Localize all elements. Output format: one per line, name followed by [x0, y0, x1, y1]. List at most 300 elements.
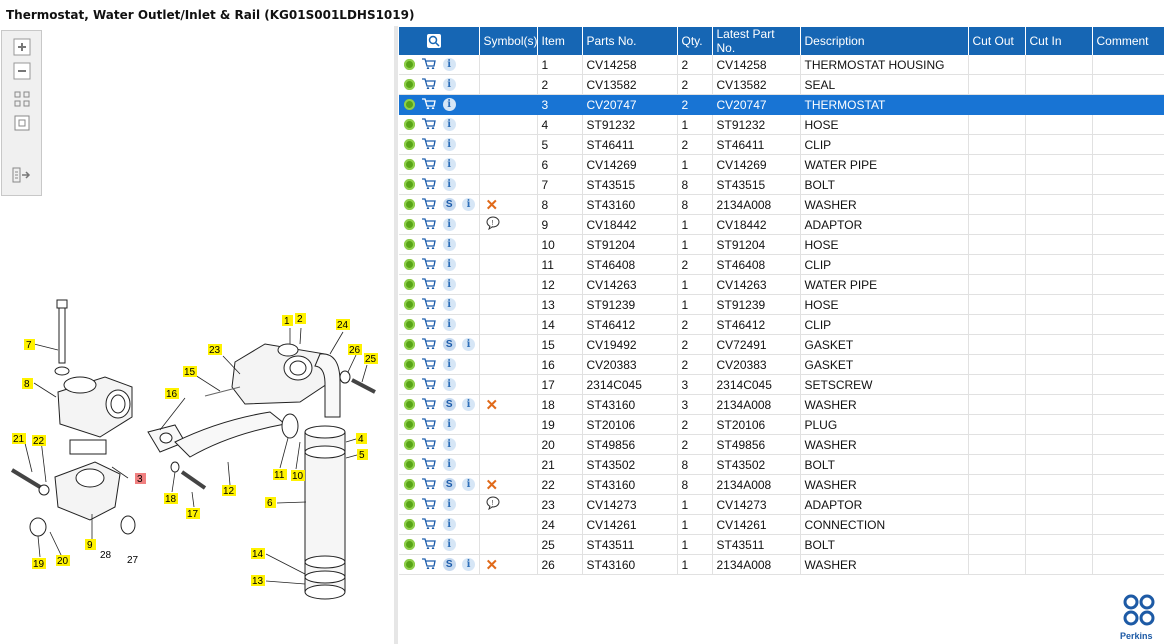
callout-16[interactable] [165, 388, 179, 400]
cell-symbols [479, 155, 537, 175]
shopping-cart-icon[interactable] [421, 178, 436, 192]
cell-cut-in [1025, 215, 1092, 235]
settings-gear-icon[interactable] [404, 399, 415, 410]
table-row[interactable] [399, 155, 1164, 175]
info-icon[interactable]: i [443, 318, 456, 331]
shopping-cart-icon[interactable] [421, 398, 436, 412]
shopping-cart-icon[interactable] [421, 298, 436, 312]
svg-text:18: 18 [165, 494, 177, 505]
cell-comment [1092, 235, 1164, 255]
supersession-icon[interactable]: S [443, 558, 456, 571]
svg-text:10: 10 [292, 471, 304, 482]
svg-text:26: 26 [349, 345, 361, 356]
callout-26[interactable] [348, 344, 362, 356]
info-icon[interactable]: i [443, 298, 456, 311]
cell-qty: 3 [677, 395, 712, 415]
callout-28 [100, 550, 112, 561]
settings-gear-icon[interactable] [404, 459, 415, 470]
cell-cut-in [1025, 515, 1092, 535]
cell-description: GASKET [800, 335, 968, 355]
cell-parts-no: CV13582 [582, 75, 677, 95]
cell-cut-out [968, 555, 1025, 575]
row-actions [399, 355, 479, 375]
shopping-cart-icon[interactable] [421, 338, 436, 352]
info-icon[interactable]: i [443, 238, 456, 251]
row-actions [399, 515, 479, 535]
cell-description: WASHER [800, 475, 968, 495]
cell-item: 8 [537, 195, 582, 215]
table-row[interactable] [399, 455, 1164, 475]
cell-comment [1092, 475, 1164, 495]
cell-cut-in [1025, 115, 1092, 135]
cell-latest-part-no: ST91204 [712, 235, 800, 255]
info-icon[interactable]: i [443, 498, 456, 511]
cell-comment [1092, 315, 1164, 335]
info-icon[interactable]: i [443, 58, 456, 71]
cell-cut-out [968, 535, 1025, 555]
table-row[interactable] [399, 135, 1164, 155]
cell-latest-part-no: ST46412 [712, 315, 800, 335]
row-actions [399, 175, 479, 195]
shopping-cart-icon[interactable] [421, 318, 436, 332]
callout-21[interactable] [12, 433, 26, 445]
cell-latest-part-no: ST43511 [712, 535, 800, 555]
settings-gear-icon[interactable] [404, 279, 415, 290]
cell-latest-part-no: 2134A008 [712, 555, 800, 575]
settings-gear-icon[interactable] [404, 559, 415, 570]
callout-20[interactable] [56, 555, 70, 567]
diagram-pane [0, 26, 394, 644]
cell-latest-part-no: CV14269 [712, 155, 800, 175]
cell-description: WATER PIPE [800, 275, 968, 295]
settings-gear-icon[interactable] [404, 179, 415, 190]
info-icon[interactable]: i [443, 218, 456, 231]
cell-comment [1092, 195, 1164, 215]
supersession-icon[interactable]: S [443, 398, 456, 411]
cell-item: 5 [537, 135, 582, 155]
row-actions [399, 255, 479, 275]
cell-cut-in [1025, 135, 1092, 155]
callout-13[interactable] [251, 575, 265, 587]
cell-qty: 8 [677, 175, 712, 195]
info-icon[interactable]: i [462, 398, 475, 411]
cell-cut-in [1025, 175, 1092, 195]
shopping-cart-icon[interactable] [421, 278, 436, 292]
cell-latest-part-no: CV14273 [712, 495, 800, 515]
zoom-out-icon [13, 62, 31, 80]
callout-19[interactable] [32, 558, 46, 570]
shopping-cart-icon[interactable] [421, 358, 436, 372]
column-header-item[interactable]: Item [537, 27, 582, 55]
table-row[interactable] [399, 375, 1164, 395]
cell-cut-in [1025, 75, 1092, 95]
cell-qty: 2 [677, 255, 712, 275]
cell-description: CLIP [800, 255, 968, 275]
table-row[interactable] [399, 275, 1164, 295]
cell-cut-in [1025, 355, 1092, 375]
cell-qty: 1 [677, 115, 712, 135]
removed-icon: ✕ [485, 396, 499, 414]
cell-symbols [479, 55, 537, 75]
shopping-cart-icon[interactable] [421, 458, 436, 472]
cell-latest-part-no: ST46411 [712, 135, 800, 155]
callout-15[interactable] [183, 366, 197, 378]
table-row[interactable] [399, 115, 1164, 135]
column-header-parts-no[interactable]: Parts No. [582, 27, 677, 55]
note-bubble-icon[interactable] [484, 496, 500, 513]
cell-description: BOLT [800, 535, 968, 555]
info-icon[interactable]: i [443, 138, 456, 151]
settings-gear-icon[interactable] [404, 259, 415, 270]
cell-cut-in [1025, 55, 1092, 75]
column-header-latest-part-no[interactable]: Latest Part No. [712, 27, 800, 55]
svg-text:23: 23 [209, 345, 221, 356]
row-actions [399, 315, 479, 335]
cell-comment [1092, 55, 1164, 75]
cell-cut-out [968, 195, 1025, 215]
info-icon[interactable]: i [443, 358, 456, 371]
shopping-cart-icon[interactable] [421, 518, 436, 532]
cell-cut-out [968, 315, 1025, 335]
settings-gear-icon[interactable] [404, 319, 415, 330]
cell-cut-out [968, 375, 1025, 395]
info-icon[interactable]: i [462, 478, 475, 491]
table-row[interactable] [399, 255, 1164, 275]
info-icon[interactable]: i [443, 378, 456, 391]
callout-6[interactable] [265, 497, 276, 509]
fit-all-button[interactable] [12, 89, 32, 109]
cell-comment [1092, 335, 1164, 355]
table-row[interactable] [399, 315, 1164, 335]
cell-latest-part-no: CV18442 [712, 215, 800, 235]
settings-gear-icon[interactable] [404, 99, 415, 110]
cell-latest-part-no: ST91239 [712, 295, 800, 315]
table-row[interactable] [399, 335, 1164, 355]
callout-1[interactable] [282, 315, 293, 327]
cell-symbols [479, 415, 537, 435]
settings-gear-icon[interactable] [404, 519, 415, 530]
removed-icon: ✕ [485, 556, 499, 574]
info-icon[interactable]: i [443, 258, 456, 271]
table-row[interactable] [399, 475, 1164, 495]
shopping-cart-icon[interactable] [421, 438, 436, 452]
cell-latest-part-no: ST20106 [712, 415, 800, 435]
cell-comment [1092, 555, 1164, 575]
cell-item: 11 [537, 255, 582, 275]
shopping-cart-icon[interactable] [421, 238, 436, 252]
info-icon[interactable]: i [462, 198, 475, 211]
callout-24[interactable] [336, 319, 350, 331]
cell-cut-out [968, 115, 1025, 135]
callout-17[interactable] [186, 508, 200, 520]
cell-parts-no: CV20383 [582, 355, 677, 375]
table-row[interactable] [399, 295, 1164, 315]
table-row[interactable] [399, 55, 1164, 75]
info-icon[interactable]: i [443, 158, 456, 171]
settings-gear-icon[interactable] [404, 339, 415, 350]
cell-parts-no: ST43511 [582, 535, 677, 555]
settings-gear-icon[interactable] [404, 79, 415, 90]
cell-description: SETSCREW [800, 375, 968, 395]
callout-5[interactable] [357, 449, 368, 461]
zoom-out-button[interactable] [12, 61, 32, 81]
shopping-cart-icon[interactable] [421, 258, 436, 272]
svg-text:12: 12 [223, 486, 235, 497]
info-icon[interactable]: i [462, 558, 475, 571]
table-row[interactable] [399, 355, 1164, 375]
cell-comment [1092, 415, 1164, 435]
column-header-qty[interactable]: Qty. [677, 27, 712, 55]
table-row[interactable] [399, 495, 1164, 515]
exploded-parts-diagram [0, 292, 394, 622]
cell-cut-in [1025, 415, 1092, 435]
column-header-cut-out[interactable]: Cut Out [968, 27, 1025, 55]
shopping-cart-icon[interactable] [421, 478, 436, 492]
row-actions [399, 335, 479, 355]
cell-parts-no: ST91239 [582, 295, 677, 315]
cell-description: WASHER [800, 195, 968, 215]
info-icon[interactable]: i [443, 458, 456, 471]
info-icon[interactable]: i [443, 78, 456, 91]
cell-description: CLIP [800, 135, 968, 155]
info-icon[interactable]: i [443, 278, 456, 291]
zoom-in-button[interactable] [12, 37, 32, 57]
table-row[interactable] [399, 75, 1164, 95]
cell-qty: 1 [677, 555, 712, 575]
table-row[interactable] [399, 415, 1164, 435]
shopping-cart-icon[interactable] [421, 218, 436, 232]
cell-comment [1092, 515, 1164, 535]
cell-parts-no: ST43160 [582, 195, 677, 215]
column-header-symbols[interactable]: Symbol(s) [479, 27, 537, 55]
info-icon[interactable]: i [443, 98, 456, 111]
svg-text:28: 28 [100, 550, 112, 561]
cell-description: THERMOSTAT HOUSING [800, 55, 968, 75]
cell-symbols [479, 535, 537, 555]
cell-comment [1092, 255, 1164, 275]
column-header-actions[interactable] [399, 27, 479, 55]
cell-cut-in [1025, 395, 1092, 415]
info-icon[interactable]: i [462, 338, 475, 351]
shopping-cart-icon[interactable] [421, 58, 436, 72]
cell-cut-out [968, 135, 1025, 155]
cell-cut-out [968, 215, 1025, 235]
info-icon[interactable]: i [443, 538, 456, 551]
row-actions [399, 375, 479, 395]
callout-14[interactable] [251, 548, 265, 560]
callout-8[interactable] [22, 378, 33, 390]
cell-cut-in [1025, 155, 1092, 175]
table-row[interactable] [399, 555, 1164, 575]
table-row[interactable] [399, 215, 1164, 235]
cell-comment [1092, 215, 1164, 235]
export-button[interactable] [12, 165, 32, 185]
settings-gear-icon[interactable] [404, 359, 415, 370]
cell-item: 22 [537, 475, 582, 495]
cell-item: 6 [537, 155, 582, 175]
shopping-cart-icon[interactable] [421, 78, 436, 92]
shopping-cart-icon[interactable] [421, 118, 436, 132]
cell-cut-out [968, 495, 1025, 515]
callout-23[interactable] [208, 344, 222, 356]
cell-latest-part-no: CV14261 [712, 515, 800, 535]
cell-item: 16 [537, 355, 582, 375]
cell-qty: 2 [677, 135, 712, 155]
cell-parts-no: ST43160 [582, 555, 677, 575]
cell-comment [1092, 355, 1164, 375]
fit-window-button[interactable] [12, 113, 32, 133]
cell-comment [1092, 295, 1164, 315]
info-icon[interactable]: i [443, 118, 456, 131]
table-header-row [399, 27, 1164, 55]
info-icon[interactable]: i [443, 178, 456, 191]
svg-text:4: 4 [358, 434, 364, 445]
callout-18[interactable] [164, 493, 178, 505]
table-row[interactable] [399, 515, 1164, 535]
settings-gear-icon[interactable] [404, 299, 415, 310]
callout-7[interactable] [24, 339, 35, 351]
settings-gear-icon[interactable] [404, 59, 415, 70]
cell-cut-in [1025, 335, 1092, 355]
row-actions [399, 195, 479, 215]
cell-item: 13 [537, 295, 582, 315]
shopping-cart-icon[interactable] [421, 138, 436, 152]
shopping-cart-icon[interactable] [421, 198, 436, 212]
table-row[interactable] [399, 235, 1164, 255]
cell-qty: 1 [677, 235, 712, 255]
column-header-comment[interactable]: Comment [1092, 27, 1164, 55]
table-row[interactable] [399, 535, 1164, 555]
svg-text:17: 17 [187, 509, 199, 520]
pane-splitter[interactable] [394, 26, 398, 644]
settings-gear-icon[interactable] [404, 479, 415, 490]
cell-qty: 1 [677, 535, 712, 555]
shopping-cart-icon[interactable] [421, 558, 436, 572]
callout-4[interactable] [356, 433, 367, 445]
cell-parts-no: CV14269 [582, 155, 677, 175]
shopping-cart-icon[interactable] [421, 418, 436, 432]
supersession-icon[interactable]: S [443, 478, 456, 491]
cell-comment [1092, 455, 1164, 475]
cell-cut-out [968, 295, 1025, 315]
supersession-icon[interactable]: S [443, 198, 456, 211]
table-row[interactable] [399, 175, 1164, 195]
svg-text:11: 11 [274, 470, 285, 481]
settings-gear-icon[interactable] [404, 439, 415, 450]
cell-item: 3 [537, 95, 582, 115]
svg-text:5: 5 [359, 450, 365, 461]
shopping-cart-icon[interactable] [421, 158, 436, 172]
info-icon[interactable]: i [443, 418, 456, 431]
svg-text:20: 20 [57, 556, 69, 567]
callout-2[interactable] [295, 313, 306, 325]
callout-12[interactable] [222, 485, 236, 497]
table-row[interactable] [399, 95, 1164, 115]
row-actions [399, 435, 479, 455]
cell-comment [1092, 135, 1164, 155]
logo-text: Perkins [1120, 631, 1153, 641]
cell-description: THERMOSTAT [800, 95, 968, 115]
settings-gear-icon[interactable] [404, 219, 415, 230]
cell-qty: 1 [677, 275, 712, 295]
table-row[interactable] [399, 395, 1164, 415]
cell-description: WASHER [800, 555, 968, 575]
shopping-cart-icon[interactable] [421, 378, 436, 392]
cell-symbols [479, 255, 537, 275]
cell-comment [1092, 375, 1164, 395]
cell-qty: 3 [677, 375, 712, 395]
shopping-cart-icon[interactable] [421, 98, 436, 112]
callout-22[interactable] [32, 435, 46, 447]
cell-item: 1 [537, 55, 582, 75]
svg-text:9: 9 [87, 540, 93, 551]
cell-description: ADAPTOR [800, 495, 968, 515]
cell-cut-in [1025, 555, 1092, 575]
cell-parts-no: ST43502 [582, 455, 677, 475]
table-row[interactable] [399, 435, 1164, 455]
settings-gear-icon[interactable] [404, 139, 415, 150]
cell-cut-out [968, 95, 1025, 115]
cell-comment [1092, 435, 1164, 455]
callout-25[interactable] [364, 353, 378, 365]
cell-comment [1092, 95, 1164, 115]
settings-gear-icon[interactable] [404, 419, 415, 430]
note-bubble-icon[interactable] [484, 216, 500, 233]
cell-parts-no: CV14263 [582, 275, 677, 295]
info-icon[interactable]: i [443, 518, 456, 531]
row-actions [399, 275, 479, 295]
settings-gear-icon[interactable] [404, 379, 415, 390]
row-actions [399, 115, 479, 135]
cell-description: GASKET [800, 355, 968, 375]
callout-10[interactable] [291, 470, 305, 482]
cell-latest-part-no: CV20383 [712, 355, 800, 375]
supersession-icon[interactable]: S [443, 338, 456, 351]
cell-comment [1092, 175, 1164, 195]
callout-9[interactable] [85, 539, 96, 551]
callout-11[interactable] [273, 469, 287, 481]
svg-text:15: 15 [184, 367, 196, 378]
diagram-toolbar [1, 30, 42, 196]
info-icon[interactable]: i [443, 438, 456, 451]
shopping-cart-icon[interactable] [421, 538, 436, 552]
cell-latest-part-no: CV14263 [712, 275, 800, 295]
column-header-description[interactable]: Description [800, 27, 968, 55]
cell-cut-in [1025, 295, 1092, 315]
column-header-cut-in[interactable]: Cut In [1025, 27, 1092, 55]
callout-3[interactable] [135, 473, 146, 485]
settings-gear-icon[interactable] [404, 119, 415, 130]
cell-cut-in [1025, 235, 1092, 255]
window-title: Thermostat, Water Outlet/Inlet & Rail (KG01S001LDHS1019) [0, 0, 1164, 26]
cell-item: 21 [537, 455, 582, 475]
row-actions [399, 155, 479, 175]
settings-gear-icon[interactable] [404, 539, 415, 550]
cell-description: HOSE [800, 235, 968, 255]
settings-gear-icon[interactable] [404, 499, 415, 510]
cell-qty: 8 [677, 475, 712, 495]
settings-gear-icon[interactable] [404, 199, 415, 210]
shopping-cart-icon[interactable] [421, 498, 436, 512]
cell-symbols [479, 495, 537, 515]
row-actions [399, 235, 479, 255]
settings-gear-icon[interactable] [404, 239, 415, 250]
settings-gear-icon[interactable] [404, 159, 415, 170]
svg-text:13: 13 [252, 576, 264, 587]
table-row[interactable] [399, 195, 1164, 215]
cell-parts-no: CV14261 [582, 515, 677, 535]
cell-description: WATER PIPE [800, 155, 968, 175]
